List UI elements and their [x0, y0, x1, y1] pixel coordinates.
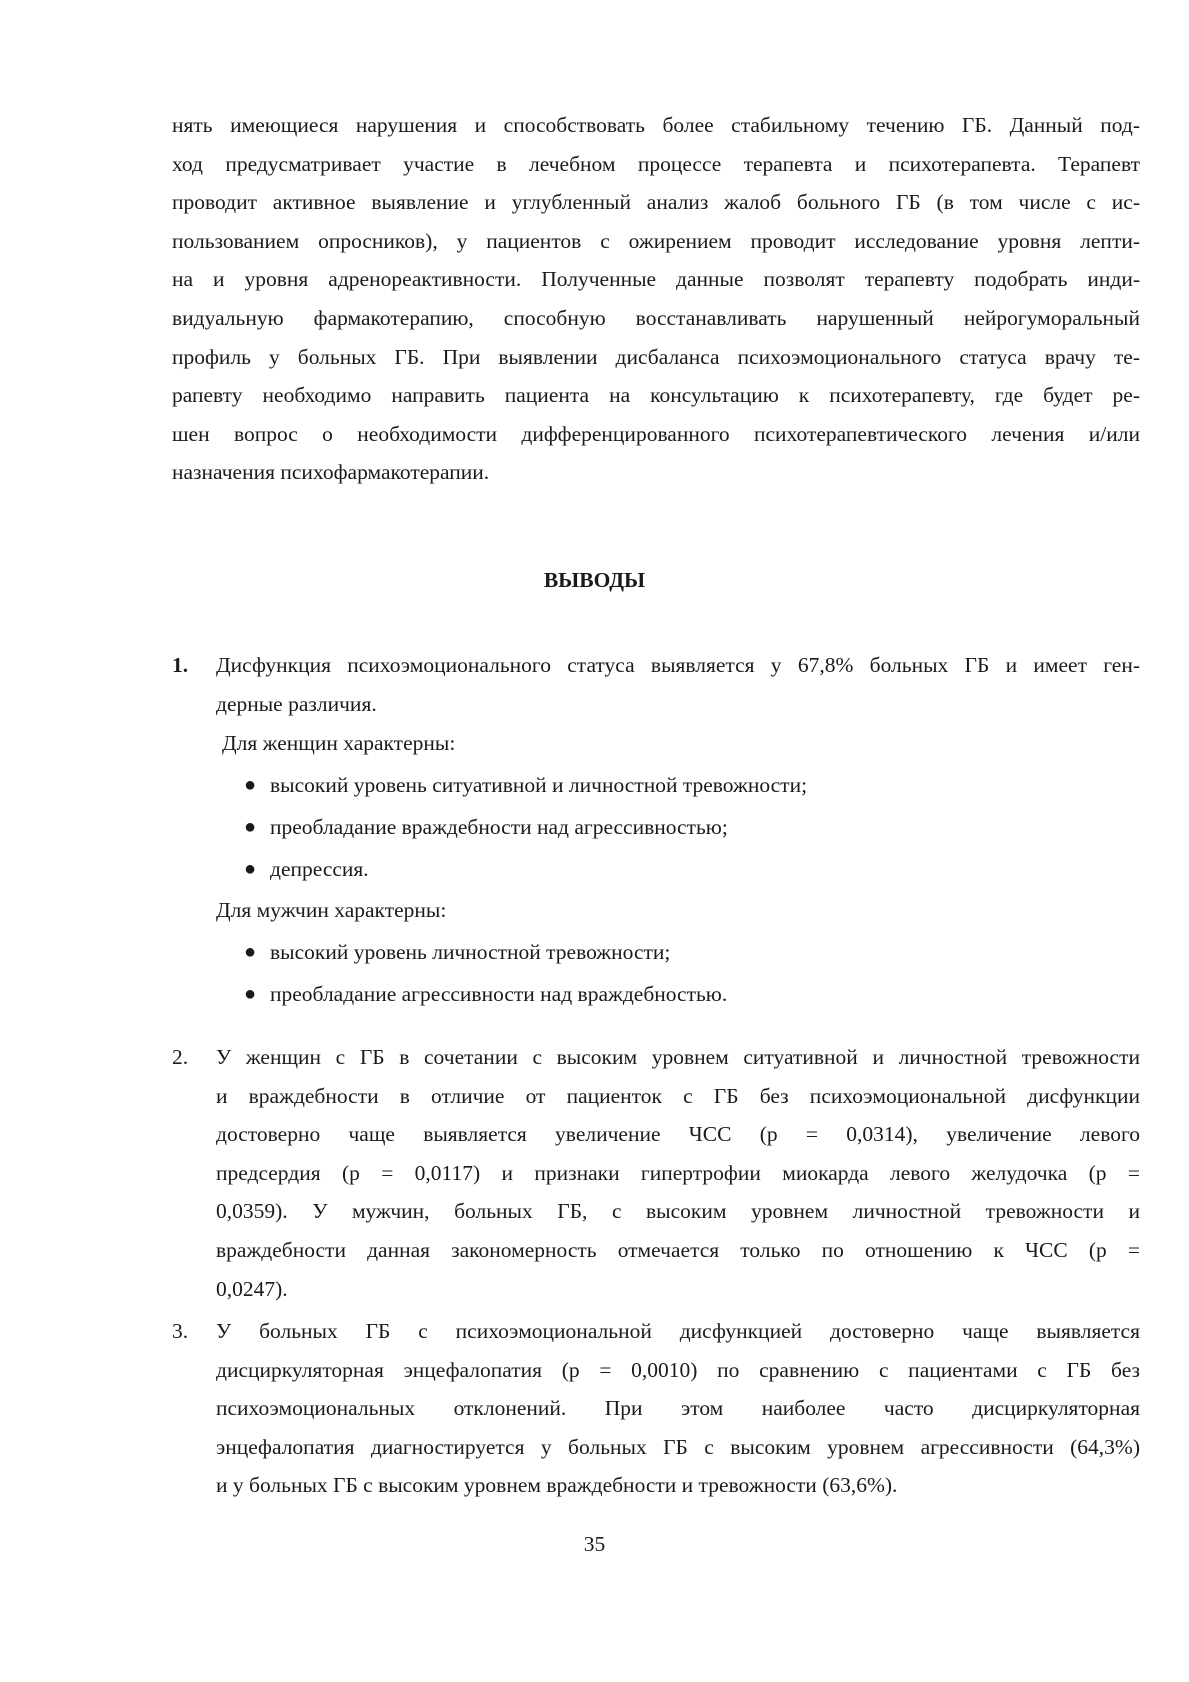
list-item: ● преобладание агрессивности над враждебностью.	[216, 973, 1140, 1015]
text-line: пользованием опросников), у пациентов с ожирением проводит исследование уровня лепти-	[172, 228, 1140, 253]
text-line: 0,0247).	[216, 1276, 288, 1301]
item-number: 1.	[172, 653, 189, 677]
list-item: ● депрессия.	[216, 848, 1140, 890]
text-line: 0,0359). У мужчин, больных ГБ, с высоким уровнем личностной тревожности и	[216, 1199, 1140, 1224]
text-line: Дисфункция психоэмоционального статуса выявляется у 67,8% больных ГБ и имеет ген-	[216, 653, 1140, 677]
men-label: Для мужчин характерны:	[216, 898, 447, 923]
text-line: на и уровня адренореактивности. Полученные данные позволят терапевту подобрать инди-	[172, 267, 1140, 292]
text-line: У женщин с ГБ в сочетании с высоким уровнем ситуативной и личностной тревожности	[216, 1045, 1140, 1069]
list-item: ● преобладание враждебности над агрессивностью;	[216, 806, 1140, 848]
bullet-icon: ●	[244, 858, 257, 881]
bullet-icon: ●	[244, 816, 257, 839]
item-number: 2.	[172, 1045, 189, 1069]
text-line: предсердия (р = 0,0117) и признаки гипертрофии миокарда левого желудочка (р =	[216, 1160, 1140, 1185]
list-item: ● высокий уровень ситуативной и личностной тревожности;	[216, 764, 1140, 806]
text-line: враждебности данная закономерность отмечается только по отношению к ЧСС (р =	[216, 1237, 1140, 1262]
text-line: проводит активное выявление и углубленный анализ жалоб больного ГБ (в том числе с ис-	[172, 190, 1140, 215]
list-item: ● высокий уровень личностной тревожности;	[216, 931, 1140, 973]
bullet-icon: ●	[244, 774, 257, 797]
text-line: энцефалопатия диагностируется у больных ГБ с высоким уровнем агрессивности (64,3%)	[216, 1434, 1140, 1459]
text-line: нять имеющиеся нарушения и способствовать более стабильному течению ГБ. Данный под-	[172, 113, 1140, 137]
item-body	[216, 1312, 1140, 1505]
text-line: психоэмоциональных отклонений. При этом наиболее часто дисциркуляторная	[216, 1396, 1140, 1421]
text-line: рапевту необходимо направить пациента на консультацию к психотерапевту, где будет ре-	[172, 383, 1140, 408]
section-heading: ВЫВОДЫ	[543, 568, 646, 592]
text-line: назначения психофармакотерапии.	[172, 460, 490, 485]
item-body	[216, 646, 1140, 1015]
text-line: дерные различия.	[216, 691, 377, 716]
text-line: и враждебности в отличие от пациенток с ГБ без психоэмоциональной дисфункции	[216, 1083, 1140, 1108]
intro-paragraph	[172, 106, 1140, 492]
text-line: шен вопрос о необходимости дифференцированного психотерапевтического лечения и/или	[172, 421, 1140, 446]
text-line: видуальную фармакотерапию, способную восстанавливать нарушенный нейрогуморальный	[172, 305, 1140, 330]
item-body	[216, 1038, 1140, 1308]
text-line: достоверно чаще выявляется увеличение ЧСС (р = 0,0314), увеличение левого	[216, 1122, 1140, 1147]
text-line: У больных ГБ с психоэмоциональной дисфункцией достоверно чаще выявляется	[216, 1319, 1140, 1343]
item-number: 3.	[172, 1319, 189, 1343]
text-line: профиль у больных ГБ. При выявлении дисбаланса психоэмоционального статуса врачу те-	[172, 344, 1140, 369]
women-label: Для женщин характерны:	[222, 731, 456, 756]
bullet-icon: ●	[244, 983, 257, 1006]
text-line: и у больных ГБ с высоким уровнем враждебности и тревожности (63,6%).	[216, 1473, 898, 1498]
text-line: ход предусматривает участие в лечебном процессе терапевта и психотерапевта. Терапевт	[172, 151, 1140, 176]
bullet-icon: ●	[244, 941, 257, 964]
page-number: 35	[583, 1532, 606, 1556]
text-line: дисциркуляторная энцефалопатия (р = 0,0010) по сравнению с пациентами с ГБ без	[216, 1357, 1140, 1382]
